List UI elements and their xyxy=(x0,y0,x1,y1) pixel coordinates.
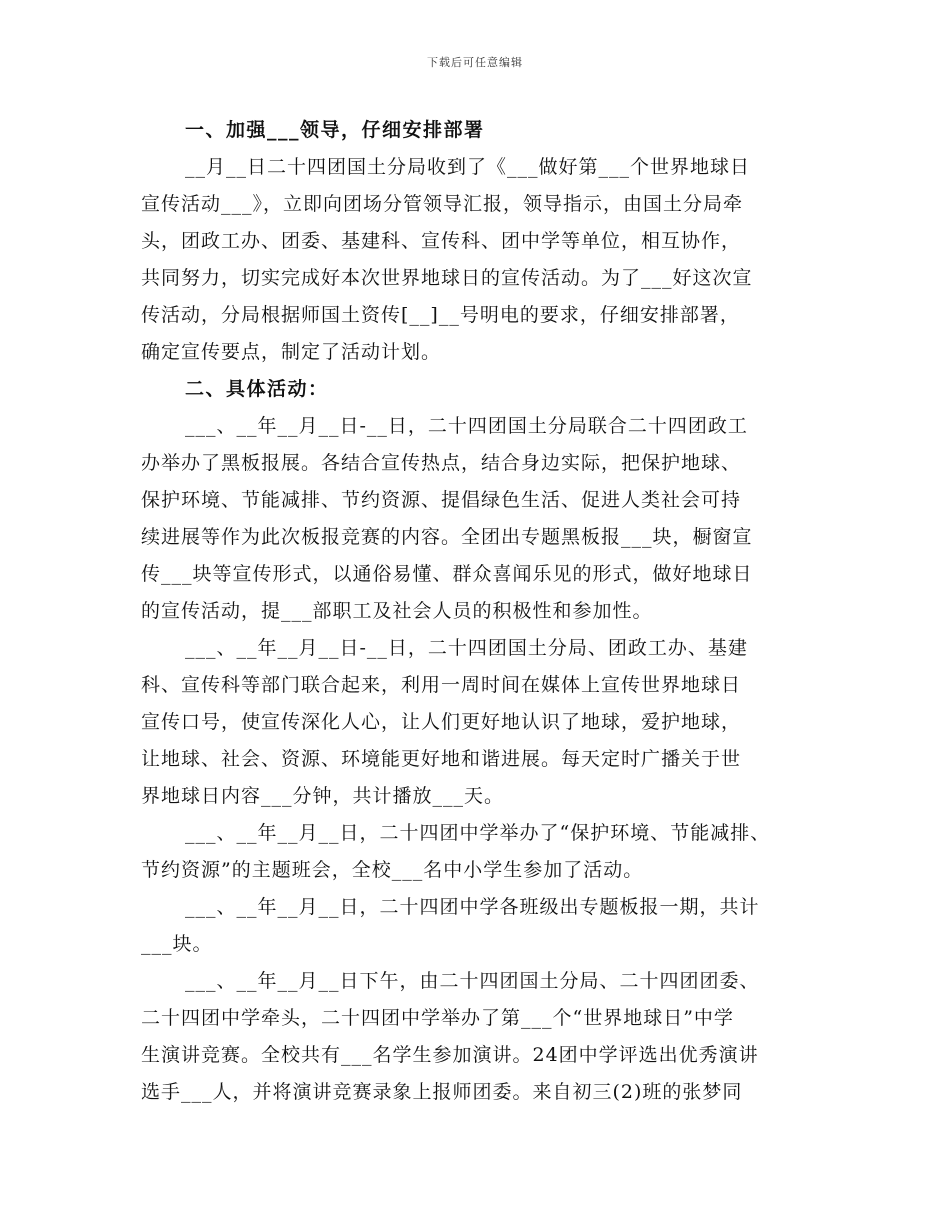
paragraph-line: 科、宣传科等部门联合起来，利用一周时间在媒体上宣传世界地球日 xyxy=(141,674,742,696)
document-body xyxy=(141,112,811,1111)
paragraph-line: 宣传口号，使宣传深化人心，让人们更好地认识了地球，爱护地球， xyxy=(141,711,742,733)
page-header-note: 下载后可任意编辑 xyxy=(427,56,523,69)
paragraph-line: 宣传活动___》，立即向团场分管领导汇报，领导指示，由国土分局牵 xyxy=(141,193,744,215)
paragraph-line: ___、__年__月__日-__日，二十四团国土分局联合二十四团政工 xyxy=(185,415,748,437)
paragraph-line: ___块。 xyxy=(141,933,213,955)
paragraph-line: ___、__年__月__日，二十四团中学举办了“保护环境、节能减排、 xyxy=(185,822,771,844)
paragraph-line: 头，团政工办、团委、基建科、宣传科、团中学等单位，相互协作， xyxy=(141,230,742,252)
paragraph-line: ___、__年__月__日，二十四团中学各班级出专题板报一期，共计 xyxy=(185,896,760,918)
paragraph-line: 界地球日内容___分钟，共计播放___天。 xyxy=(141,785,505,807)
paragraph-line: 让地球、社会、资源、环境能更好地和谐进展。每天定时广播关于世 xyxy=(141,748,742,770)
paragraph-line: 共同努力，切实完成好本次世界地球日的宣传活动。为了___好这次宣 xyxy=(141,267,753,289)
section-heading: 一、加强___领导，仔细安排部署 xyxy=(185,119,485,141)
paragraph-line: 办举办了黑板报展。各结合宣传热点，结合身边实际，把保护地球、 xyxy=(141,452,742,474)
paragraph-line: 生演讲竞赛。全校共有___名学生参加演讲。24团中学评选出优秀演讲 xyxy=(141,1044,759,1066)
paragraph-line: 的宣传活动，提___部职工及社会人员的积极性和参加性。 xyxy=(141,600,653,622)
paragraph-line: 传活动，分局根据师国土资传[__]__号明电的要求，仔细安排部署， xyxy=(141,304,740,326)
section-heading: 二、具体活动： xyxy=(185,378,329,400)
paragraph-line: 续进展等作为此次板报竞赛的内容。全团出专题黑板报___块，橱窗宣 xyxy=(141,526,753,548)
paragraph-line: 选手___人，并将演讲竞赛录象上报师团委。来自初三(2)班的张梦同 xyxy=(141,1081,743,1103)
paragraph-line: ___、__年__月__日-__日，二十四团国土分局、团政工办、基建 xyxy=(185,637,748,659)
paragraph-line: 二十四团中学牵头，二十四团中学举办了第___个“世界地球日”中学 xyxy=(141,1007,734,1029)
paragraph-line: 传___块等宣传形式，以通俗易懂、群众喜闻乐见的形式，做好地球日 xyxy=(141,563,753,585)
paragraph-line: 保护环境、节能减排、节约资源、提倡绿色生活、促进人类社会可持 xyxy=(141,489,742,511)
paragraph-line: __月__日二十四团国土分局收到了《___做好第___个世界地球日 xyxy=(185,156,751,178)
paragraph-line: ___、__年__月__日下午，由二十四团国土分局、二十四团团委、 xyxy=(185,970,760,992)
paragraph-line: 确定宣传要点，制定了活动计划。 xyxy=(141,341,442,363)
paragraph-line: 节约资源”的主题班会，全校___名中小学生参加了活动。 xyxy=(141,859,644,881)
